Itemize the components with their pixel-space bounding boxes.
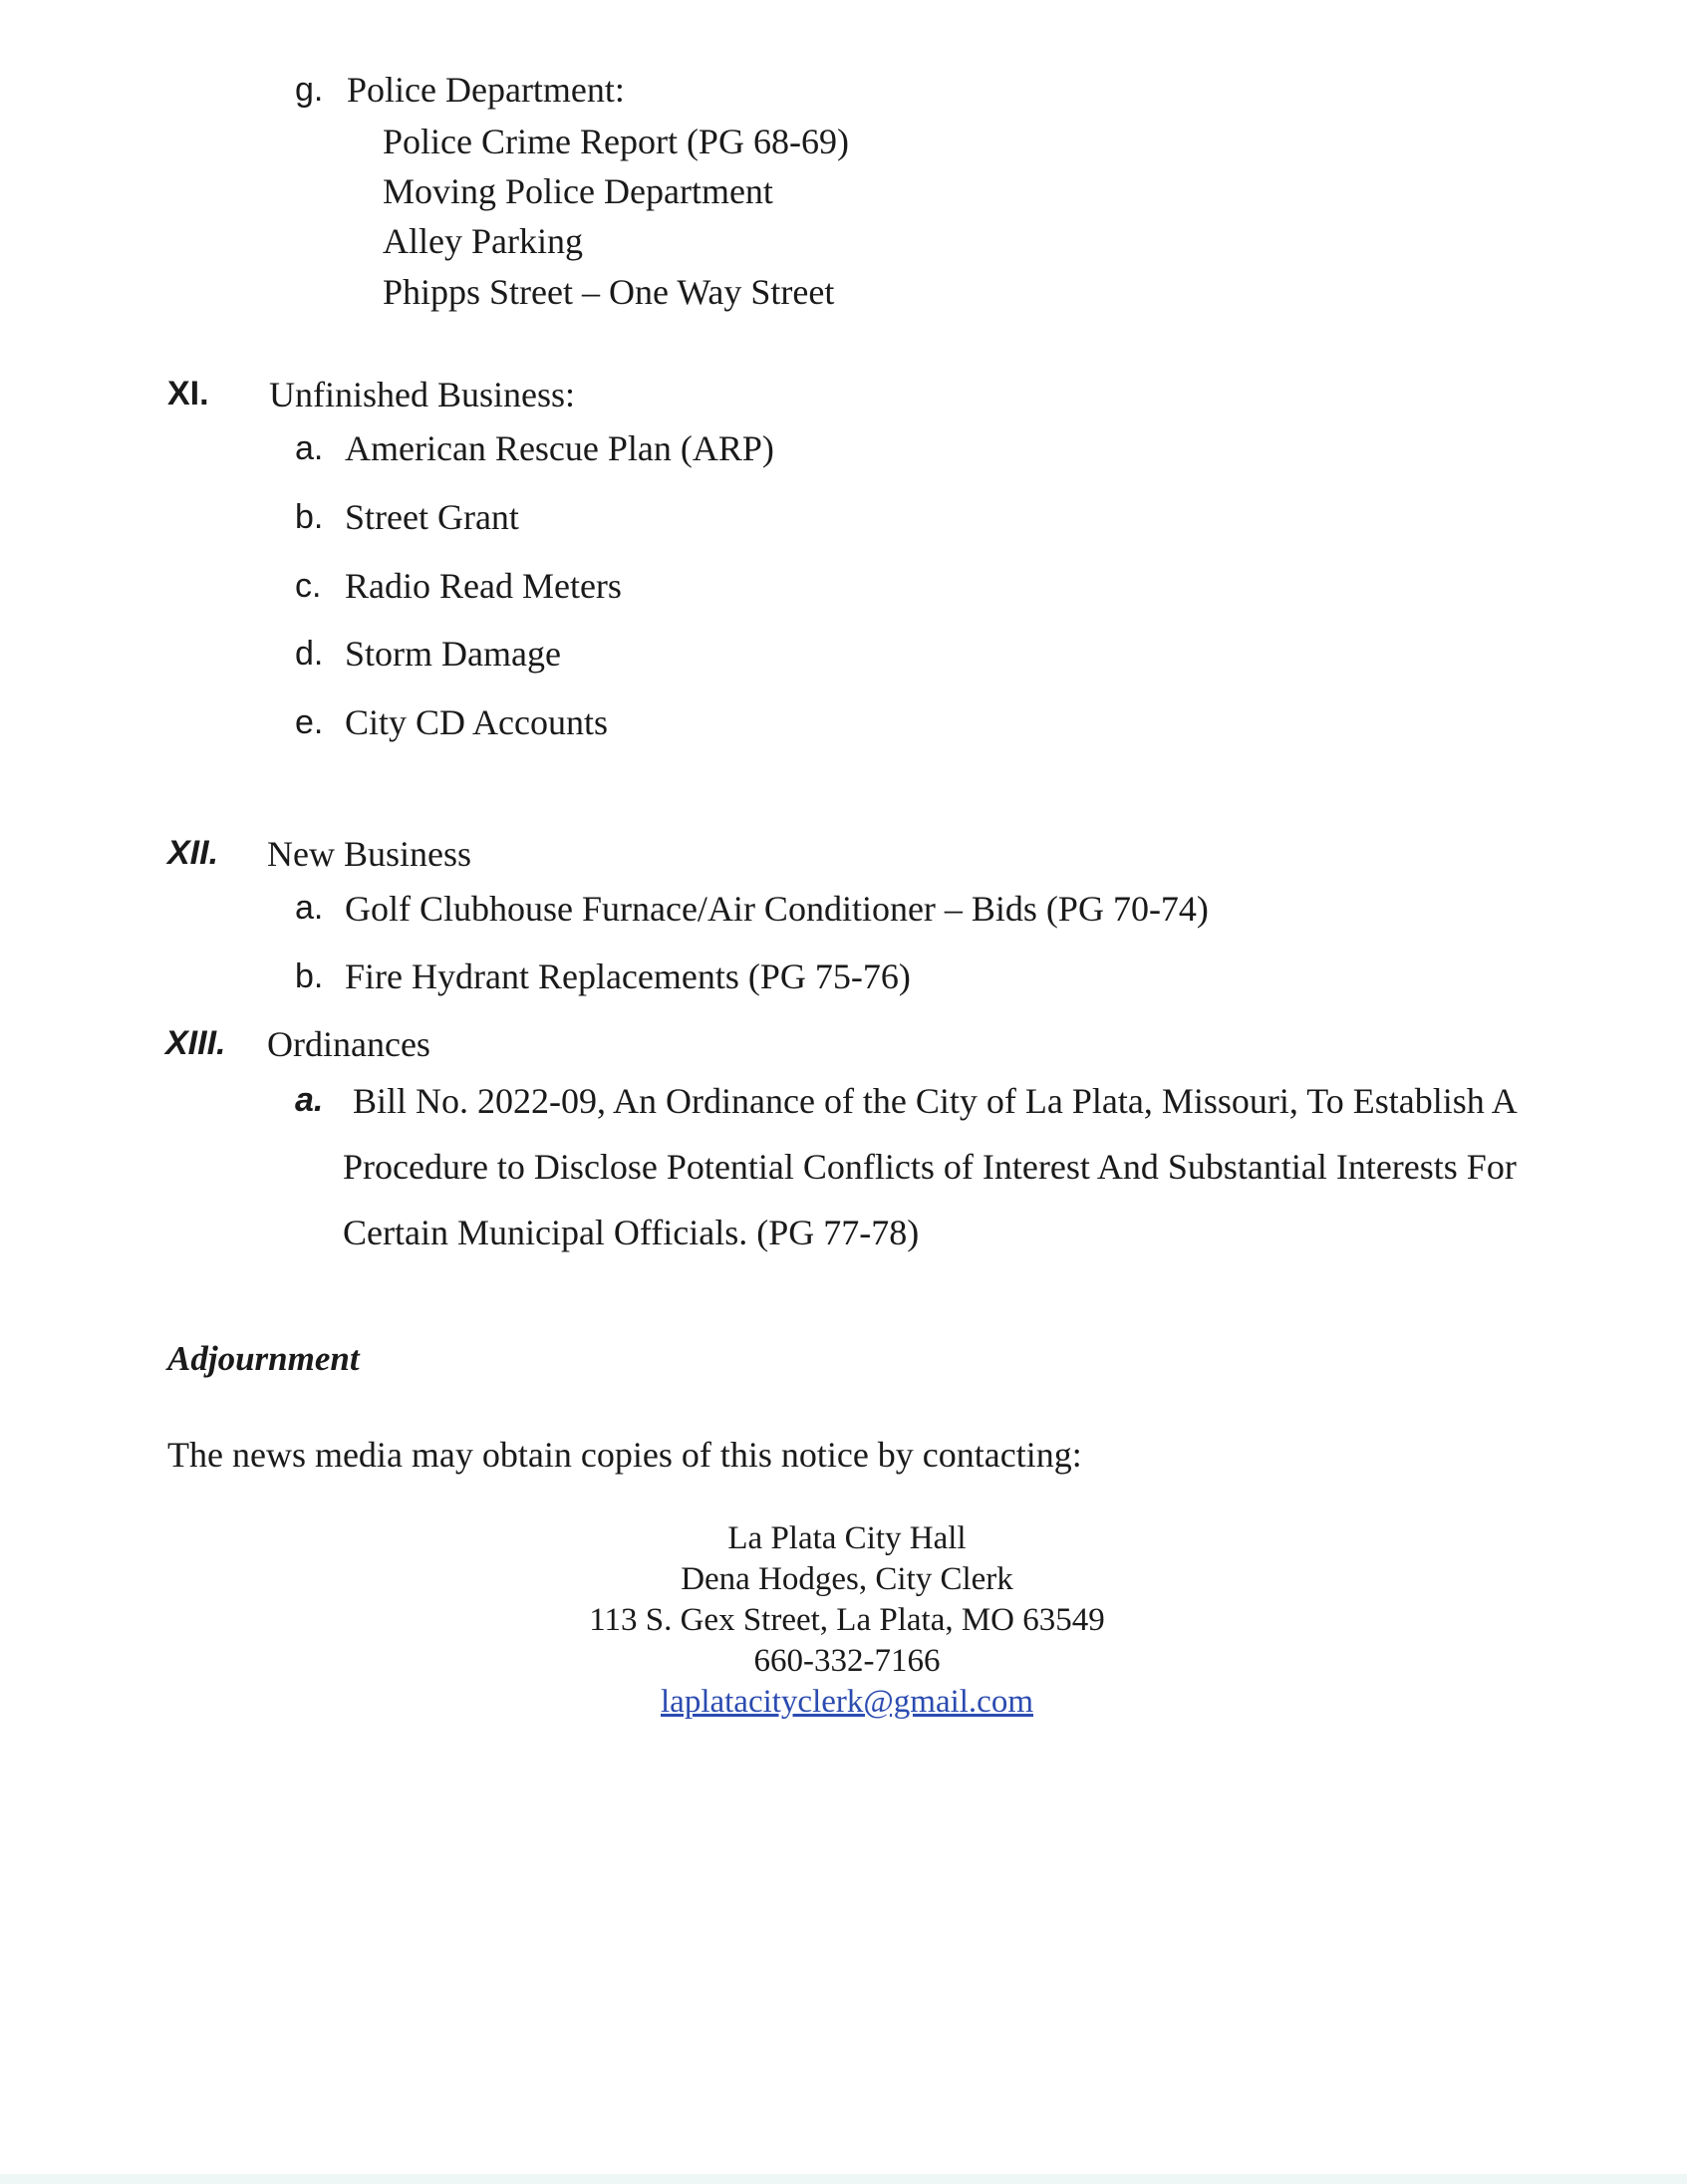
police-item: Phipps Street – One Way Street	[383, 272, 835, 312]
section-numeral-xii: XII.	[167, 834, 219, 872]
list-item: Golf Clubhouse Furnace/Air Conditioner – Bids (PG 70-74)	[345, 889, 1209, 929]
police-letter: g.	[295, 71, 324, 109]
ordinance-text-line: Bill No. 2022-09, An Ordinance of the City of La Plata, Missouri, To Establish A	[353, 1081, 1518, 1121]
list-item-letter: b.	[295, 957, 324, 995]
list-item-letter: a.	[295, 889, 324, 927]
list-item-letter: a.	[295, 429, 324, 467]
contact-email-row	[0, 1682, 1687, 1723]
police-item: Alley Parking	[383, 221, 583, 261]
list-item: Street Grant	[345, 497, 519, 537]
contact-phone: 660-332-7166	[753, 1643, 941, 1679]
list-item-letter: b.	[295, 498, 324, 536]
list-item: Radio Read Meters	[345, 566, 622, 606]
list-item: City CD Accounts	[345, 702, 609, 742]
list-item: Storm Damage	[345, 634, 561, 674]
list-item-letter: e.	[295, 703, 324, 741]
new-business-heading: New Business	[267, 834, 471, 874]
contact-email-link[interactable]: laplatacityclerk@gmail.com	[661, 1684, 1033, 1720]
ordinance-text-line: Procedure to Disclose Potential Conflicts of Interest And Substantial Interests For	[343, 1147, 1517, 1187]
media-notice: The news media may obtain copies of this notice by contacting:	[167, 1435, 1082, 1475]
police-title: Police Department:	[347, 70, 625, 110]
section-numeral-xiii: XIII.	[165, 1024, 226, 1062]
adjournment-heading: Adjournment	[167, 1339, 360, 1378]
unfinished-business-heading: Unfinished Business:	[269, 375, 576, 414]
contact-person: Dena Hodges, City Clerk	[681, 1561, 1013, 1597]
list-item-letter: c.	[295, 567, 322, 605]
list-item-letter: d.	[295, 635, 324, 673]
ordinances-heading: Ordinances	[267, 1024, 430, 1064]
contact-address: 113 S. Gex Street, La Plata, MO 63549	[589, 1602, 1105, 1638]
ordinance-text-line: Certain Municipal Officials. (PG 77-78)	[343, 1213, 920, 1252]
contact-org: La Plata City Hall	[727, 1520, 967, 1556]
list-item: American Rescue Plan (ARP)	[345, 428, 774, 468]
police-item: Moving Police Department	[383, 171, 773, 211]
section-numeral-xi: XI.	[167, 375, 209, 412]
list-item-letter: a.	[295, 1081, 324, 1119]
list-item: Fire Hydrant Replacements (PG 75-76)	[345, 956, 911, 996]
police-item: Police Crime Report (PG 68-69)	[383, 122, 849, 161]
page-bottom-edge	[0, 2174, 1687, 2184]
